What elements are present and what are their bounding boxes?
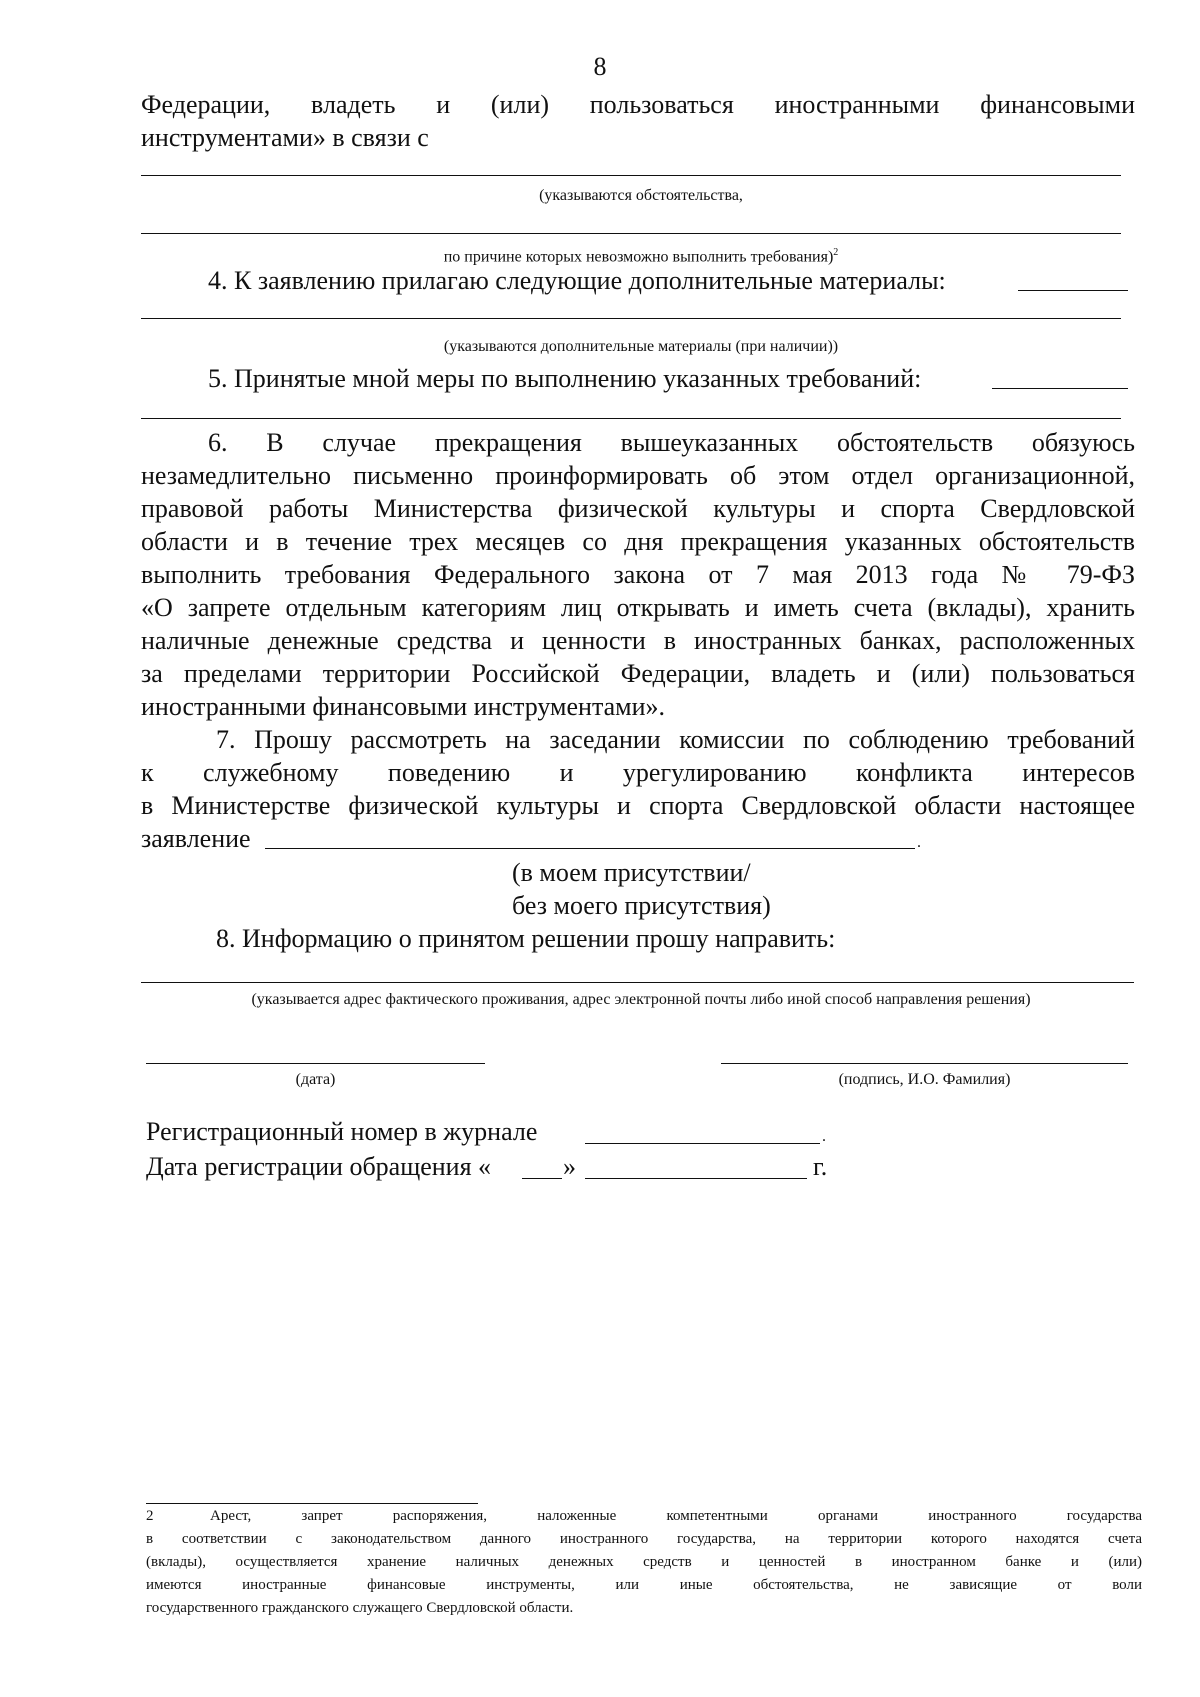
item-4-blank-inline xyxy=(1018,290,1128,291)
item-7-blank-line xyxy=(265,848,915,849)
footnote-ref: 2 xyxy=(833,247,839,258)
footnote-line: в соответствии с законодательством данного иностранного государства, на территории которого находятся счета xyxy=(146,1531,1142,1547)
top-paragraph-line1: Федерации, владеть и (или) пользоваться иностранными финансовыми xyxy=(141,90,1135,119)
item-4-caption: (указываются дополнительные материалы (при наличии)) xyxy=(443,338,839,355)
footnote-separator xyxy=(146,1503,478,1504)
item-6-line: «О запрете отдельным категориям лиц открывать и иметь счета (вклады), хранить xyxy=(141,593,1135,622)
item-6-paragraph xyxy=(141,426,1135,723)
item-7-paragraph xyxy=(141,723,1135,855)
top-paragraph-line2: инструментами» в связи с xyxy=(141,123,429,152)
item-6-line: за пределами территории Российской Федерации, владеть и (или) пользоваться xyxy=(141,659,1135,688)
item-8-blank-line xyxy=(141,982,1134,983)
item-5-blank-line xyxy=(141,418,1121,419)
date-caption: (дата) xyxy=(295,1071,336,1088)
registration-month-year-blank xyxy=(585,1178,807,1179)
circumstances-blank-line-1 xyxy=(141,175,1121,176)
page-number: 8 xyxy=(593,52,607,81)
registration-date-label: Дата регистрации обращения « xyxy=(146,1152,492,1181)
circumstances-blank-line-2 xyxy=(141,233,1121,234)
item-7-line-last: заявление xyxy=(141,824,251,853)
item-4-text: 4. К заявлению прилагаю следующие дополнительные материалы: xyxy=(208,266,946,295)
registration-day-blank xyxy=(522,1178,562,1179)
presence-option-1: (в моем присутствии/ xyxy=(512,858,751,887)
item-4-blank-line xyxy=(141,318,1121,319)
circumstances-caption-2: по причине которых невозможно выполнить требования)$^2$ xyxy=(443,247,839,266)
item-6-line: выполнить требования Федерального закона от 7 мая 2013 года № 79-ФЗ xyxy=(141,560,1135,589)
item-7-line: 7. Прошу рассмотреть на заседании комиссии по соблюдению требований xyxy=(216,725,1135,754)
item-7-line: в Министерстве физической культуры и спорта Свердловской области настоящее xyxy=(141,791,1135,820)
date-blank-line xyxy=(146,1063,485,1064)
footnote-line: (вклады), осуществляется хранение наличных денежных средств и ценностей в иностранном банке и (или) xyxy=(146,1554,1142,1570)
year-suffix: г. xyxy=(813,1152,828,1181)
circumstances-caption-1: (указываются обстоятельства, xyxy=(539,187,743,204)
item-8-text: 8. Информацию о принятом решении прошу направить: xyxy=(216,924,836,953)
footnote-line-first: 2 Арест, запрет распоряжения, наложенные компетентными органами иностранного государства xyxy=(146,1505,1142,1528)
item-6-line: области и в течение трех месяцев со дня прекращения указанных обстоятельств xyxy=(141,527,1135,556)
presence-option-2: без моего присутствия) xyxy=(512,891,771,920)
footnote xyxy=(146,1505,1142,1620)
footnote-number: 2 xyxy=(146,1508,154,1524)
item-7-line: к служебному поведению и урегулированию конфликта интересов xyxy=(141,758,1135,787)
item-5-blank-inline xyxy=(992,388,1128,389)
item-6-line-last: иностранными финансовыми инструментами». xyxy=(141,692,666,721)
registration-number-label: Регистрационный номер в журнале xyxy=(146,1117,538,1146)
footnote-line: имеются иностранные финансовые инструменты, или иные обстоятельства, не зависящие от воли xyxy=(146,1577,1142,1593)
item-6-line: незамедлительно письменно проинформировать об этом отдел организационной, xyxy=(141,461,1135,490)
registration-number-period: . xyxy=(822,1128,826,1145)
item-8-caption: (указывается адрес фактического проживания, адрес электронной почты либо иной способ направления решения) xyxy=(251,991,1031,1008)
item-6-line: правовой работы Министерства физической культуры и спорта Свердловской xyxy=(141,494,1135,523)
footnote-line-last: государственного гражданского служащего Свердловской области. xyxy=(146,1600,574,1616)
item-7-period: . xyxy=(917,834,921,851)
registration-number-blank xyxy=(585,1143,820,1144)
signature-blank-line xyxy=(721,1063,1128,1064)
item-6-line: наличные денежные средства и ценности в иностранных банках, расположенных xyxy=(141,626,1135,655)
registration-date-close-quote: » xyxy=(563,1152,576,1181)
signature-caption: (подпись, И.О. Фамилия) xyxy=(838,1071,1011,1088)
item-5-text: 5. Принятые мной меры по выполнению указанных требований: xyxy=(208,364,922,393)
item-6-line: 6. В случае прекращения вышеуказанных обстоятельств обязуюсь xyxy=(208,428,1135,457)
